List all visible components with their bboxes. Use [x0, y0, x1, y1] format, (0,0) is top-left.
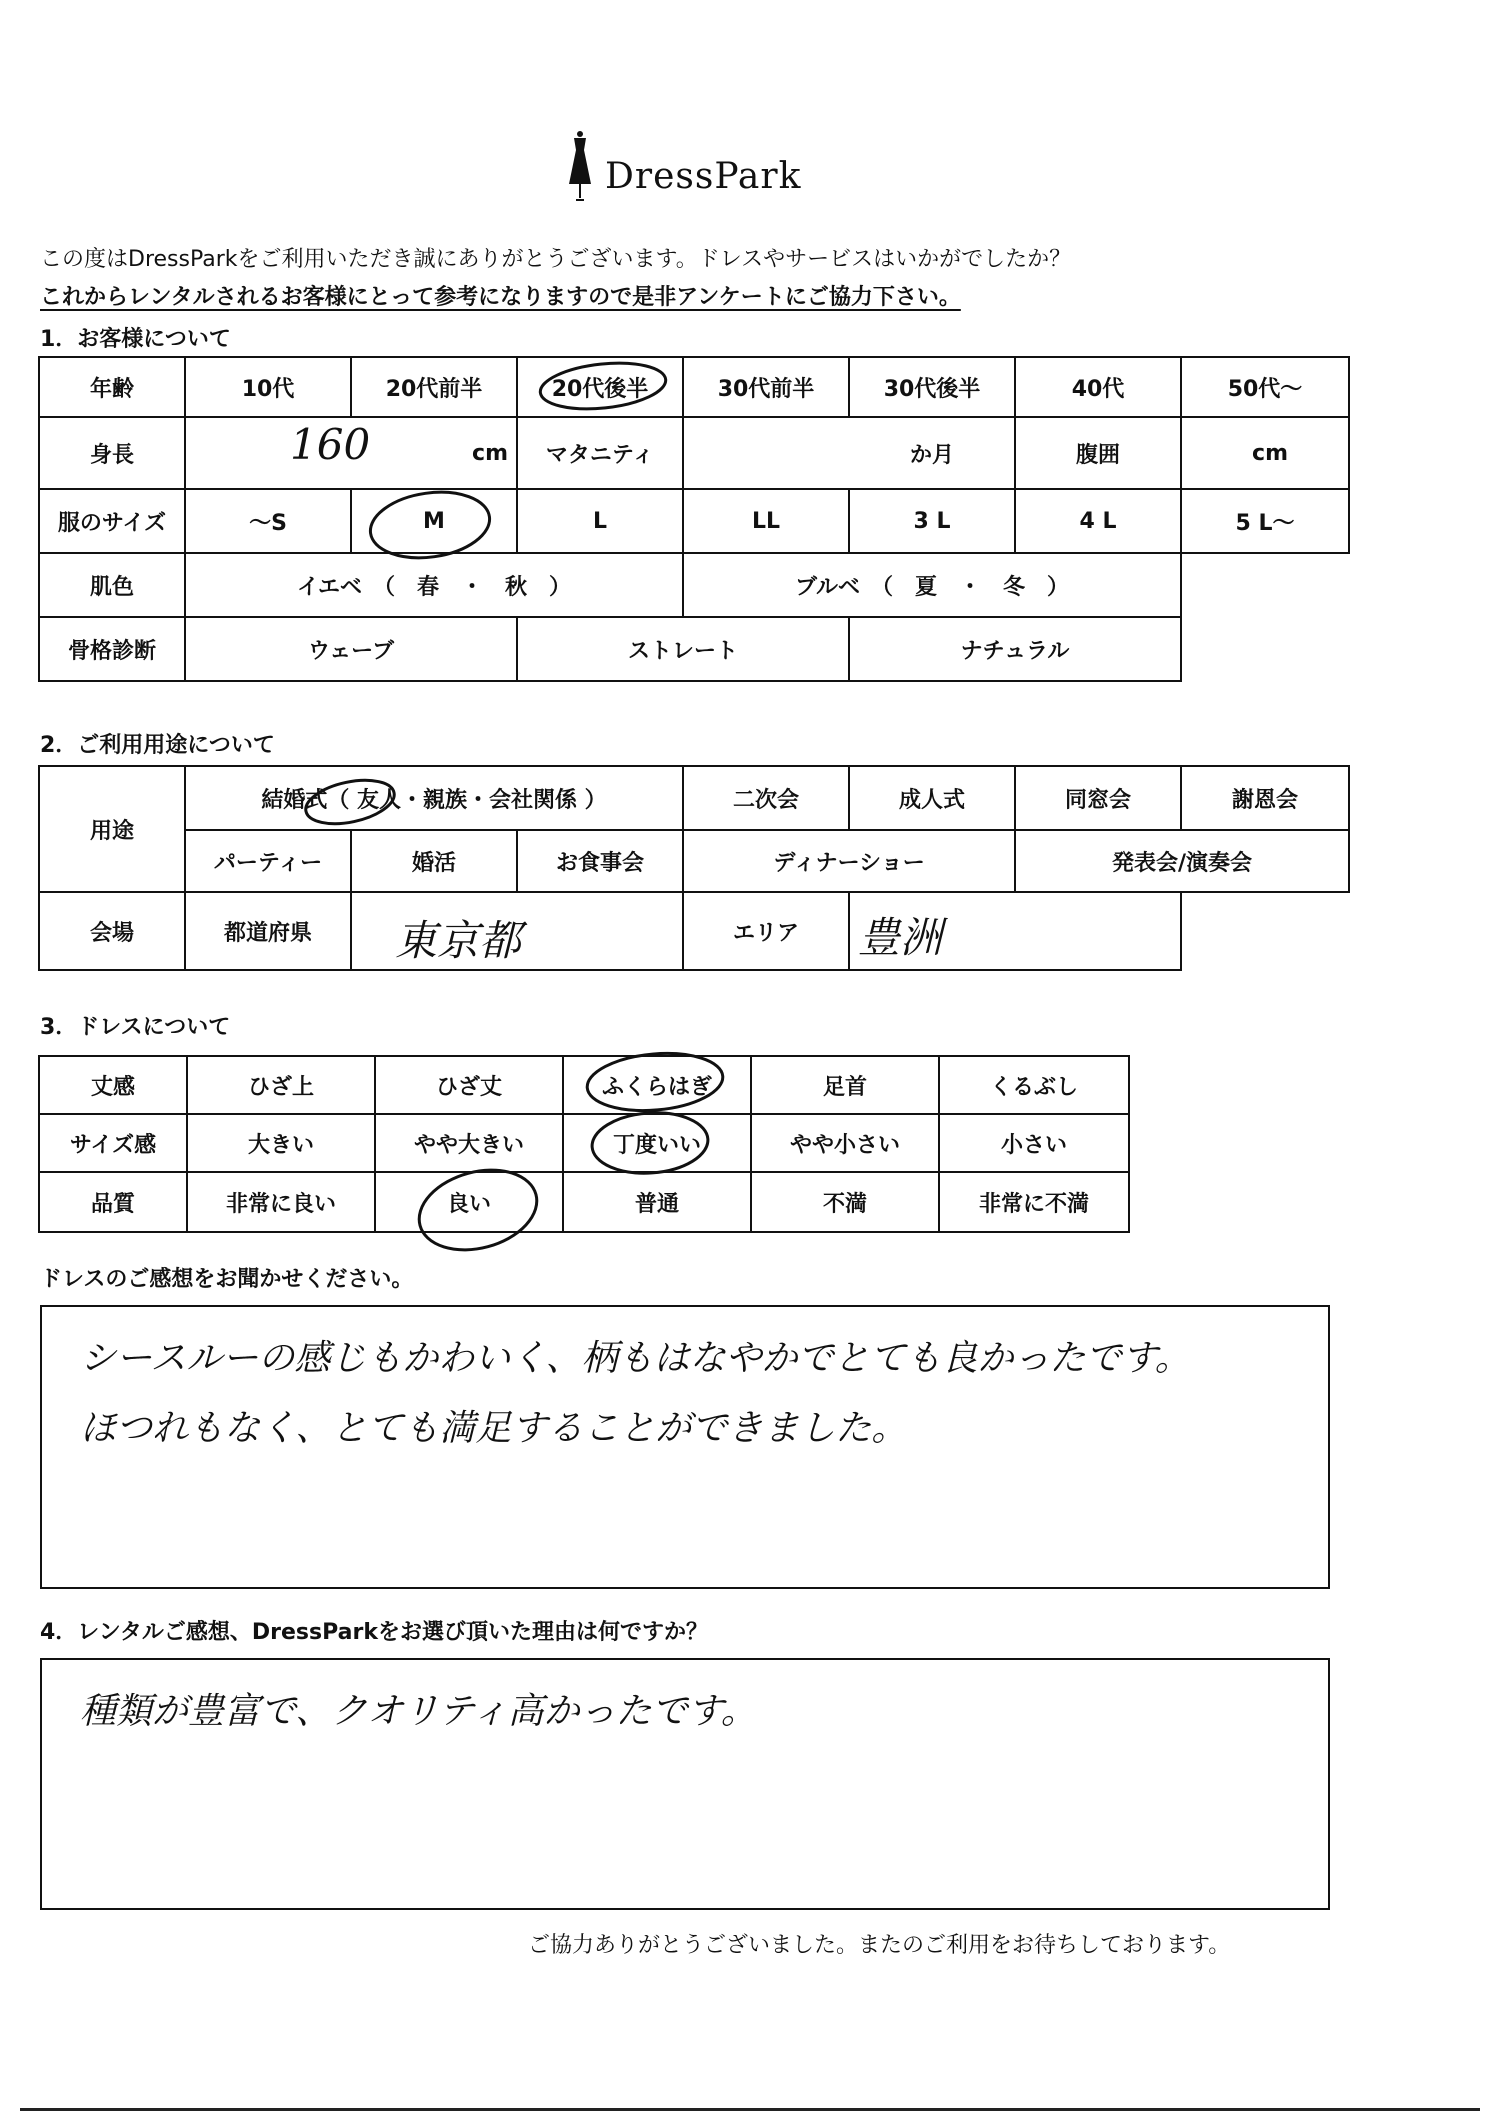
section-3-title: 3．ドレスについて — [40, 1015, 231, 1040]
length-option[interactable]: くるぶし — [939, 1056, 1129, 1114]
quality-option[interactable]: 普通 — [563, 1172, 751, 1232]
age-option[interactable]: 30代後半 — [849, 357, 1015, 417]
waist-field[interactable] — [1181, 417, 1349, 489]
age-label: 年齢 — [39, 357, 185, 417]
quality-option[interactable]: 不満 — [751, 1172, 939, 1232]
dress-icon — [560, 128, 600, 208]
purpose-option[interactable]: 謝恩会 — [1181, 766, 1349, 830]
frame-option[interactable]: ナチュラル — [849, 617, 1181, 681]
frame-option[interactable]: ストレート — [517, 617, 849, 681]
size-option[interactable]: 5 L～ — [1181, 489, 1349, 553]
size-option[interactable]: LL — [683, 489, 849, 553]
maternity-label: マタニティ — [517, 417, 683, 489]
length-option[interactable]: ひざ丈 — [375, 1056, 563, 1114]
logo-text: DressPark — [605, 156, 802, 197]
quality-option[interactable]: 非常に良い — [187, 1172, 375, 1232]
size-label: 服のサイズ — [39, 489, 185, 553]
handwritten-area: 豊洲 — [858, 913, 943, 962]
dress-comment-prompt: ドレスのご感想をお聞かせください。 — [40, 1267, 414, 1292]
purpose-option[interactable]: 婚活 — [351, 830, 517, 892]
section-2-title: 2．ご利用用途について — [40, 733, 275, 758]
prefecture-label: 都道府県 — [185, 892, 351, 970]
waist-unit: cm — [1252, 440, 1288, 466]
purpose-option[interactable]: パーティー — [185, 830, 351, 892]
fit-label: サイズ感 — [39, 1114, 187, 1172]
bottom-rule — [20, 2108, 1480, 2111]
size-option[interactable]: L — [517, 489, 683, 553]
section-4-title: 4．レンタルご感想、DressParkをお選び頂いた理由は何ですか？ — [40, 1620, 708, 1645]
purpose-option[interactable]: 発表会/演奏会 — [1015, 830, 1349, 892]
dresspark-logo — [560, 128, 860, 218]
skin-label: 肌色 — [39, 553, 185, 617]
footer-thanks: ご協力ありがとうございました。またのご利用をお待ちしております。 — [528, 1933, 1231, 1958]
customer-table — [38, 356, 1350, 682]
length-label: 丈感 — [39, 1056, 187, 1114]
purpose-label: 用途 — [39, 766, 185, 892]
length-option[interactable]: 足首 — [751, 1056, 939, 1114]
frame-option[interactable]: ウェーブ — [185, 617, 517, 681]
purpose-option[interactable]: お食事会 — [517, 830, 683, 892]
purpose-option[interactable]: 同窓会 — [1015, 766, 1181, 830]
empty-cell — [1181, 617, 1349, 681]
age-option[interactable]: 40代 — [1015, 357, 1181, 417]
empty-cell — [1181, 892, 1349, 970]
fit-option-selected[interactable]: 丁度いい — [563, 1114, 751, 1172]
fit-option[interactable]: やや小さい — [751, 1114, 939, 1172]
quality-label: 品質 — [39, 1172, 187, 1232]
handwritten-reason: 種類が豊富で、クオリティ高かったです。 — [80, 1691, 757, 1732]
skin-blue-option[interactable]: ブルベ （ 夏 ・ 冬 ） — [683, 553, 1181, 617]
handwritten-height: 160 — [290, 420, 371, 469]
size-option[interactable]: 3 L — [849, 489, 1015, 553]
age-option-selected[interactable]: 20代後半 — [517, 357, 683, 417]
months-unit: か月 — [909, 442, 954, 468]
intro-line-2: これからレンタルされるお客様にとって参考になりますので是非アンケートにご協力下さい。 — [40, 285, 961, 310]
handwritten-comment-line-2: ほつれもなく、とても満足することができました。 — [80, 1408, 908, 1449]
waist-label: 腹囲 — [1015, 417, 1181, 489]
size-option[interactable]: ～S — [185, 489, 351, 553]
fit-option[interactable]: やや大きい — [375, 1114, 563, 1172]
length-option[interactable]: ひざ上 — [187, 1056, 375, 1114]
handwritten-comment-line-1: シースルーの感じもかわいく、柄もはなやかでとても良かったです。 — [80, 1338, 1191, 1379]
frame-label: 骨格診断 — [39, 617, 185, 681]
height-unit: cm — [472, 440, 508, 466]
age-option[interactable]: 30代前半 — [683, 357, 849, 417]
length-option-selected[interactable]: ふくらはぎ — [563, 1056, 751, 1114]
age-option[interactable]: 50代～ — [1181, 357, 1349, 417]
intro-line-1: この度はDressParkをご利用いただき誠にありがとうございます。ドレスやサービスはいかがでしたか？ — [40, 247, 1072, 272]
quality-option-selected[interactable]: 良い — [375, 1172, 563, 1232]
age-option[interactable]: 10代 — [185, 357, 351, 417]
dress-table — [38, 1055, 1130, 1233]
purpose-table — [38, 765, 1350, 971]
size-option[interactable]: 4 L — [1015, 489, 1181, 553]
age-option[interactable]: 20代前半 — [351, 357, 517, 417]
fit-option[interactable]: 小さい — [939, 1114, 1129, 1172]
wedding-option[interactable]: 結婚式（ 友人・親族・会社関係 ） — [185, 766, 683, 830]
maternity-field[interactable] — [683, 417, 1015, 489]
purpose-option[interactable]: 二次会 — [683, 766, 849, 830]
quality-option[interactable]: 非常に不満 — [939, 1172, 1129, 1232]
purpose-option[interactable]: ディナーショー — [683, 830, 1015, 892]
empty-cell — [1181, 553, 1349, 617]
venue-label: 会場 — [39, 892, 185, 970]
fit-option[interactable]: 大きい — [187, 1114, 375, 1172]
area-label: エリア — [683, 892, 849, 970]
size-option-selected[interactable]: M — [351, 489, 517, 553]
section-1-title: 1．お客様について — [40, 327, 231, 352]
skin-yellow-option[interactable]: イエベ （ 春 ・ 秋 ） — [185, 553, 683, 617]
purpose-option[interactable]: 成人式 — [849, 766, 1015, 830]
handwritten-prefecture: 東京都 — [395, 916, 522, 965]
height-label: 身長 — [39, 417, 185, 489]
